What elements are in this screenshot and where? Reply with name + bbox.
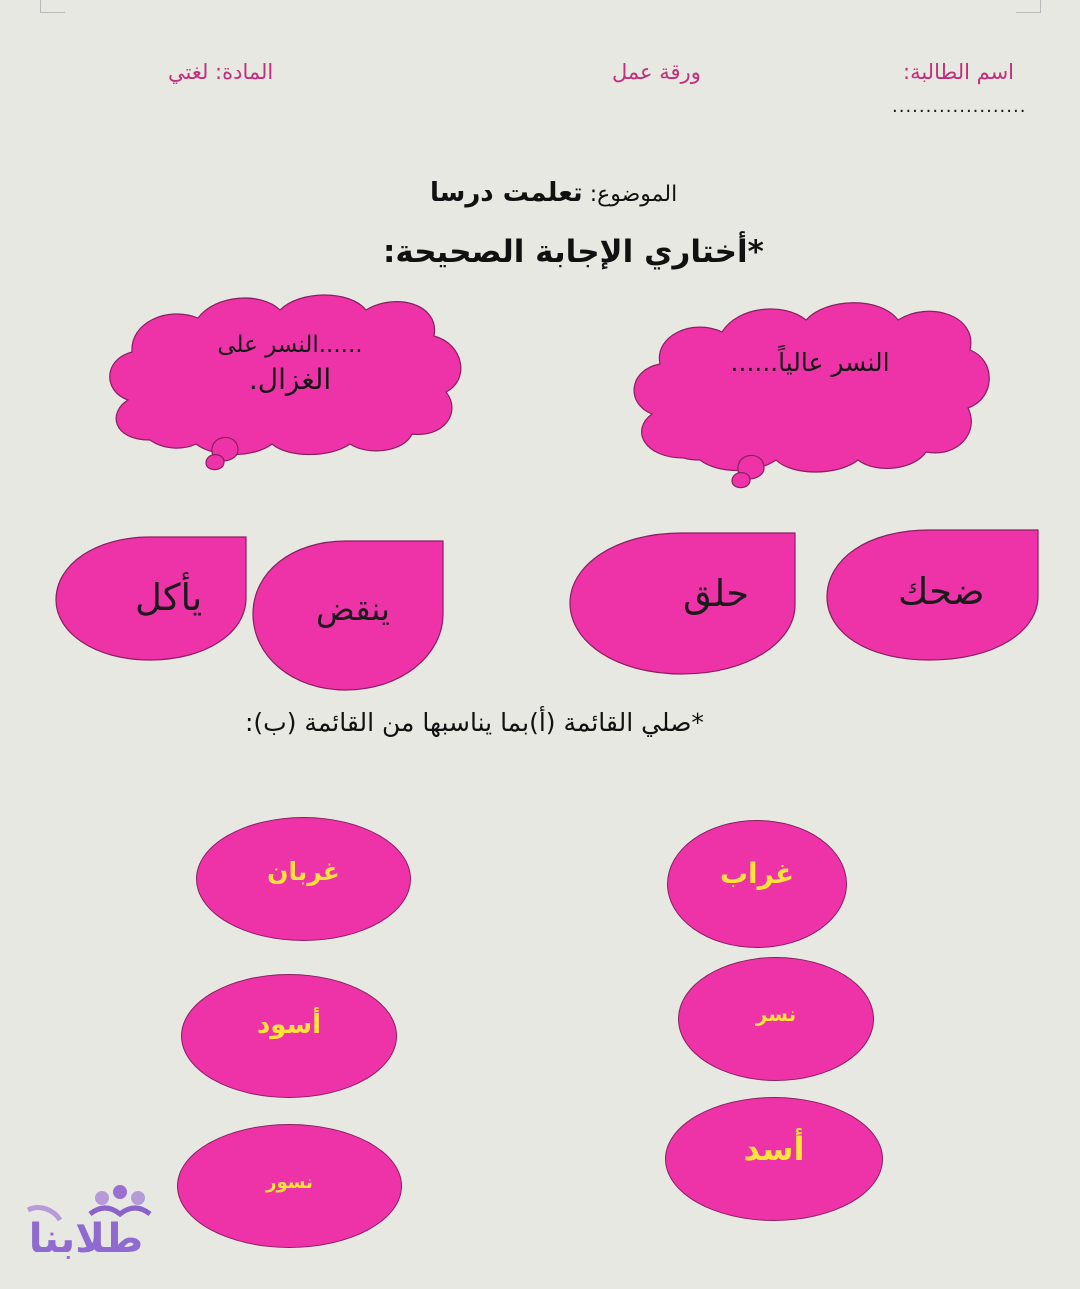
subject-label: المادة: لغتي xyxy=(168,60,274,84)
topic-value: تعلمت درسا xyxy=(430,178,583,208)
worksheet-label: ورقة عمل xyxy=(612,60,701,84)
list-b-item-2[interactable] xyxy=(181,974,397,1098)
student-name-blank: .................... xyxy=(892,96,1027,117)
choice-word-3[interactable]: حلق xyxy=(683,572,749,615)
topic-label: الموضوع: xyxy=(589,182,678,207)
list-a-item-3[interactable] xyxy=(665,1097,883,1221)
list-b-item-1-label: غربان xyxy=(267,856,340,886)
list-b-item-3-label: نسور xyxy=(266,1171,313,1193)
cloud-left-line1: ......النسر على xyxy=(217,332,363,358)
thought-cloud-right xyxy=(634,303,989,488)
list-a-item-2[interactable] xyxy=(678,957,874,1081)
question1-instruction: *أختاري الإجابة الصحيحة: xyxy=(383,234,764,270)
choice-word-1[interactable]: يأكل xyxy=(135,576,203,619)
site-logo xyxy=(20,1180,152,1270)
list-a-item-3-label: أسد xyxy=(743,1130,805,1168)
choice-word-4[interactable]: ضحك xyxy=(898,570,985,613)
list-a-item-2-label: نسر xyxy=(755,1002,797,1026)
list-b-item-1[interactable] xyxy=(196,817,411,941)
list-a-item-1-label: غراب xyxy=(719,856,795,890)
question2-instruction: *صلي القائمة (أ)بما يناسبها من القائمة (ب): xyxy=(245,708,704,737)
choice-word-2[interactable]: ينقض xyxy=(316,590,390,628)
student-name-label: اسم الطالبة: xyxy=(903,60,1015,84)
list-b-item-3[interactable] xyxy=(177,1124,402,1248)
list-b-item-2-label: أسود xyxy=(256,1010,322,1040)
cloud-left-line2: الغزال. xyxy=(248,363,332,397)
cloud-left-text xyxy=(170,330,410,399)
logo-text: طلابنا xyxy=(28,1216,144,1262)
cloud-right-text: النسر عالياً...... xyxy=(730,348,890,377)
list-a-item-1[interactable] xyxy=(667,820,847,948)
